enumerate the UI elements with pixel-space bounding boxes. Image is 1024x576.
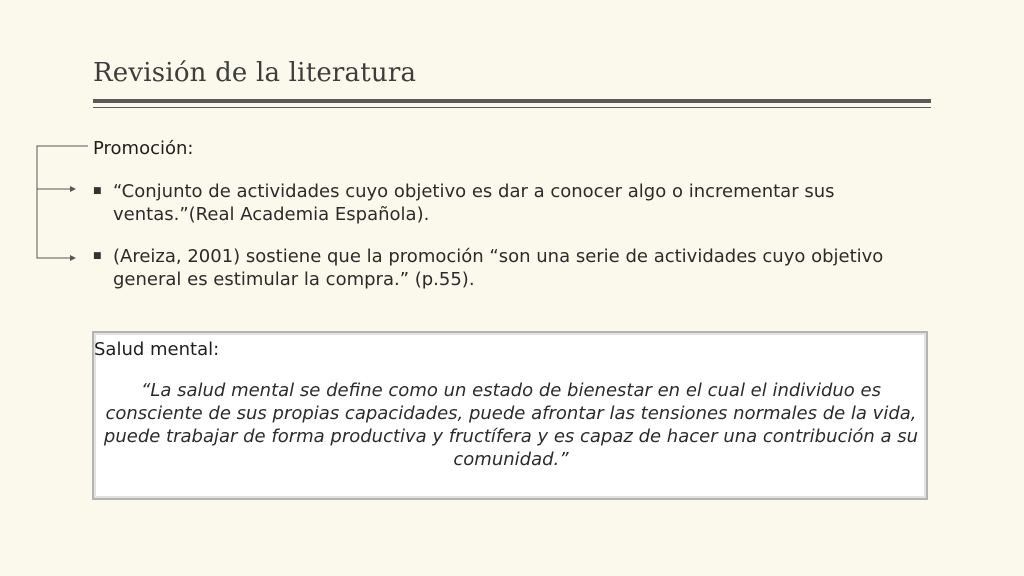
title-divider-thick — [93, 99, 931, 103]
title-divider-thin — [93, 107, 931, 108]
square-bullet-icon: ■ — [93, 251, 102, 261]
bullet-text: (Areiza, 2001) sostiene que la promoción “son una serie de actividades cuyo objetivo general es estimular la compra.” (p.55). — [113, 246, 884, 290]
square-bullet-icon: ■ — [93, 186, 102, 196]
bracket-connector — [0, 0, 100, 270]
list-item — [93, 245, 913, 291]
list-item — [93, 180, 913, 226]
bracket-line — [37, 146, 88, 258]
promocion-heading: Promoción: — [93, 138, 194, 159]
bullet-text: “Conjunto de actividades cuyo objetivo es dar a conocer algo o incrementar sus ventas.”(Real Academia Española). — [113, 181, 835, 225]
slide-title: Revisión de la literatura — [93, 58, 417, 88]
salud-mental-quote: “La salud mental se define como un estado de bienestar en el cual el individuo es consciente de sus propias capacidades, puede afrontar las tensiones normales de la vida, puede trabajar de forma productiva y fructífera y es capaz de hacer una contribución a su comunidad.” — [103, 380, 919, 470]
salud-mental-heading: Salud mental: — [94, 339, 220, 360]
arrow-right-icon — [70, 255, 76, 261]
arrow-right-icon — [70, 186, 76, 192]
salud-mental-box — [92, 331, 928, 500]
